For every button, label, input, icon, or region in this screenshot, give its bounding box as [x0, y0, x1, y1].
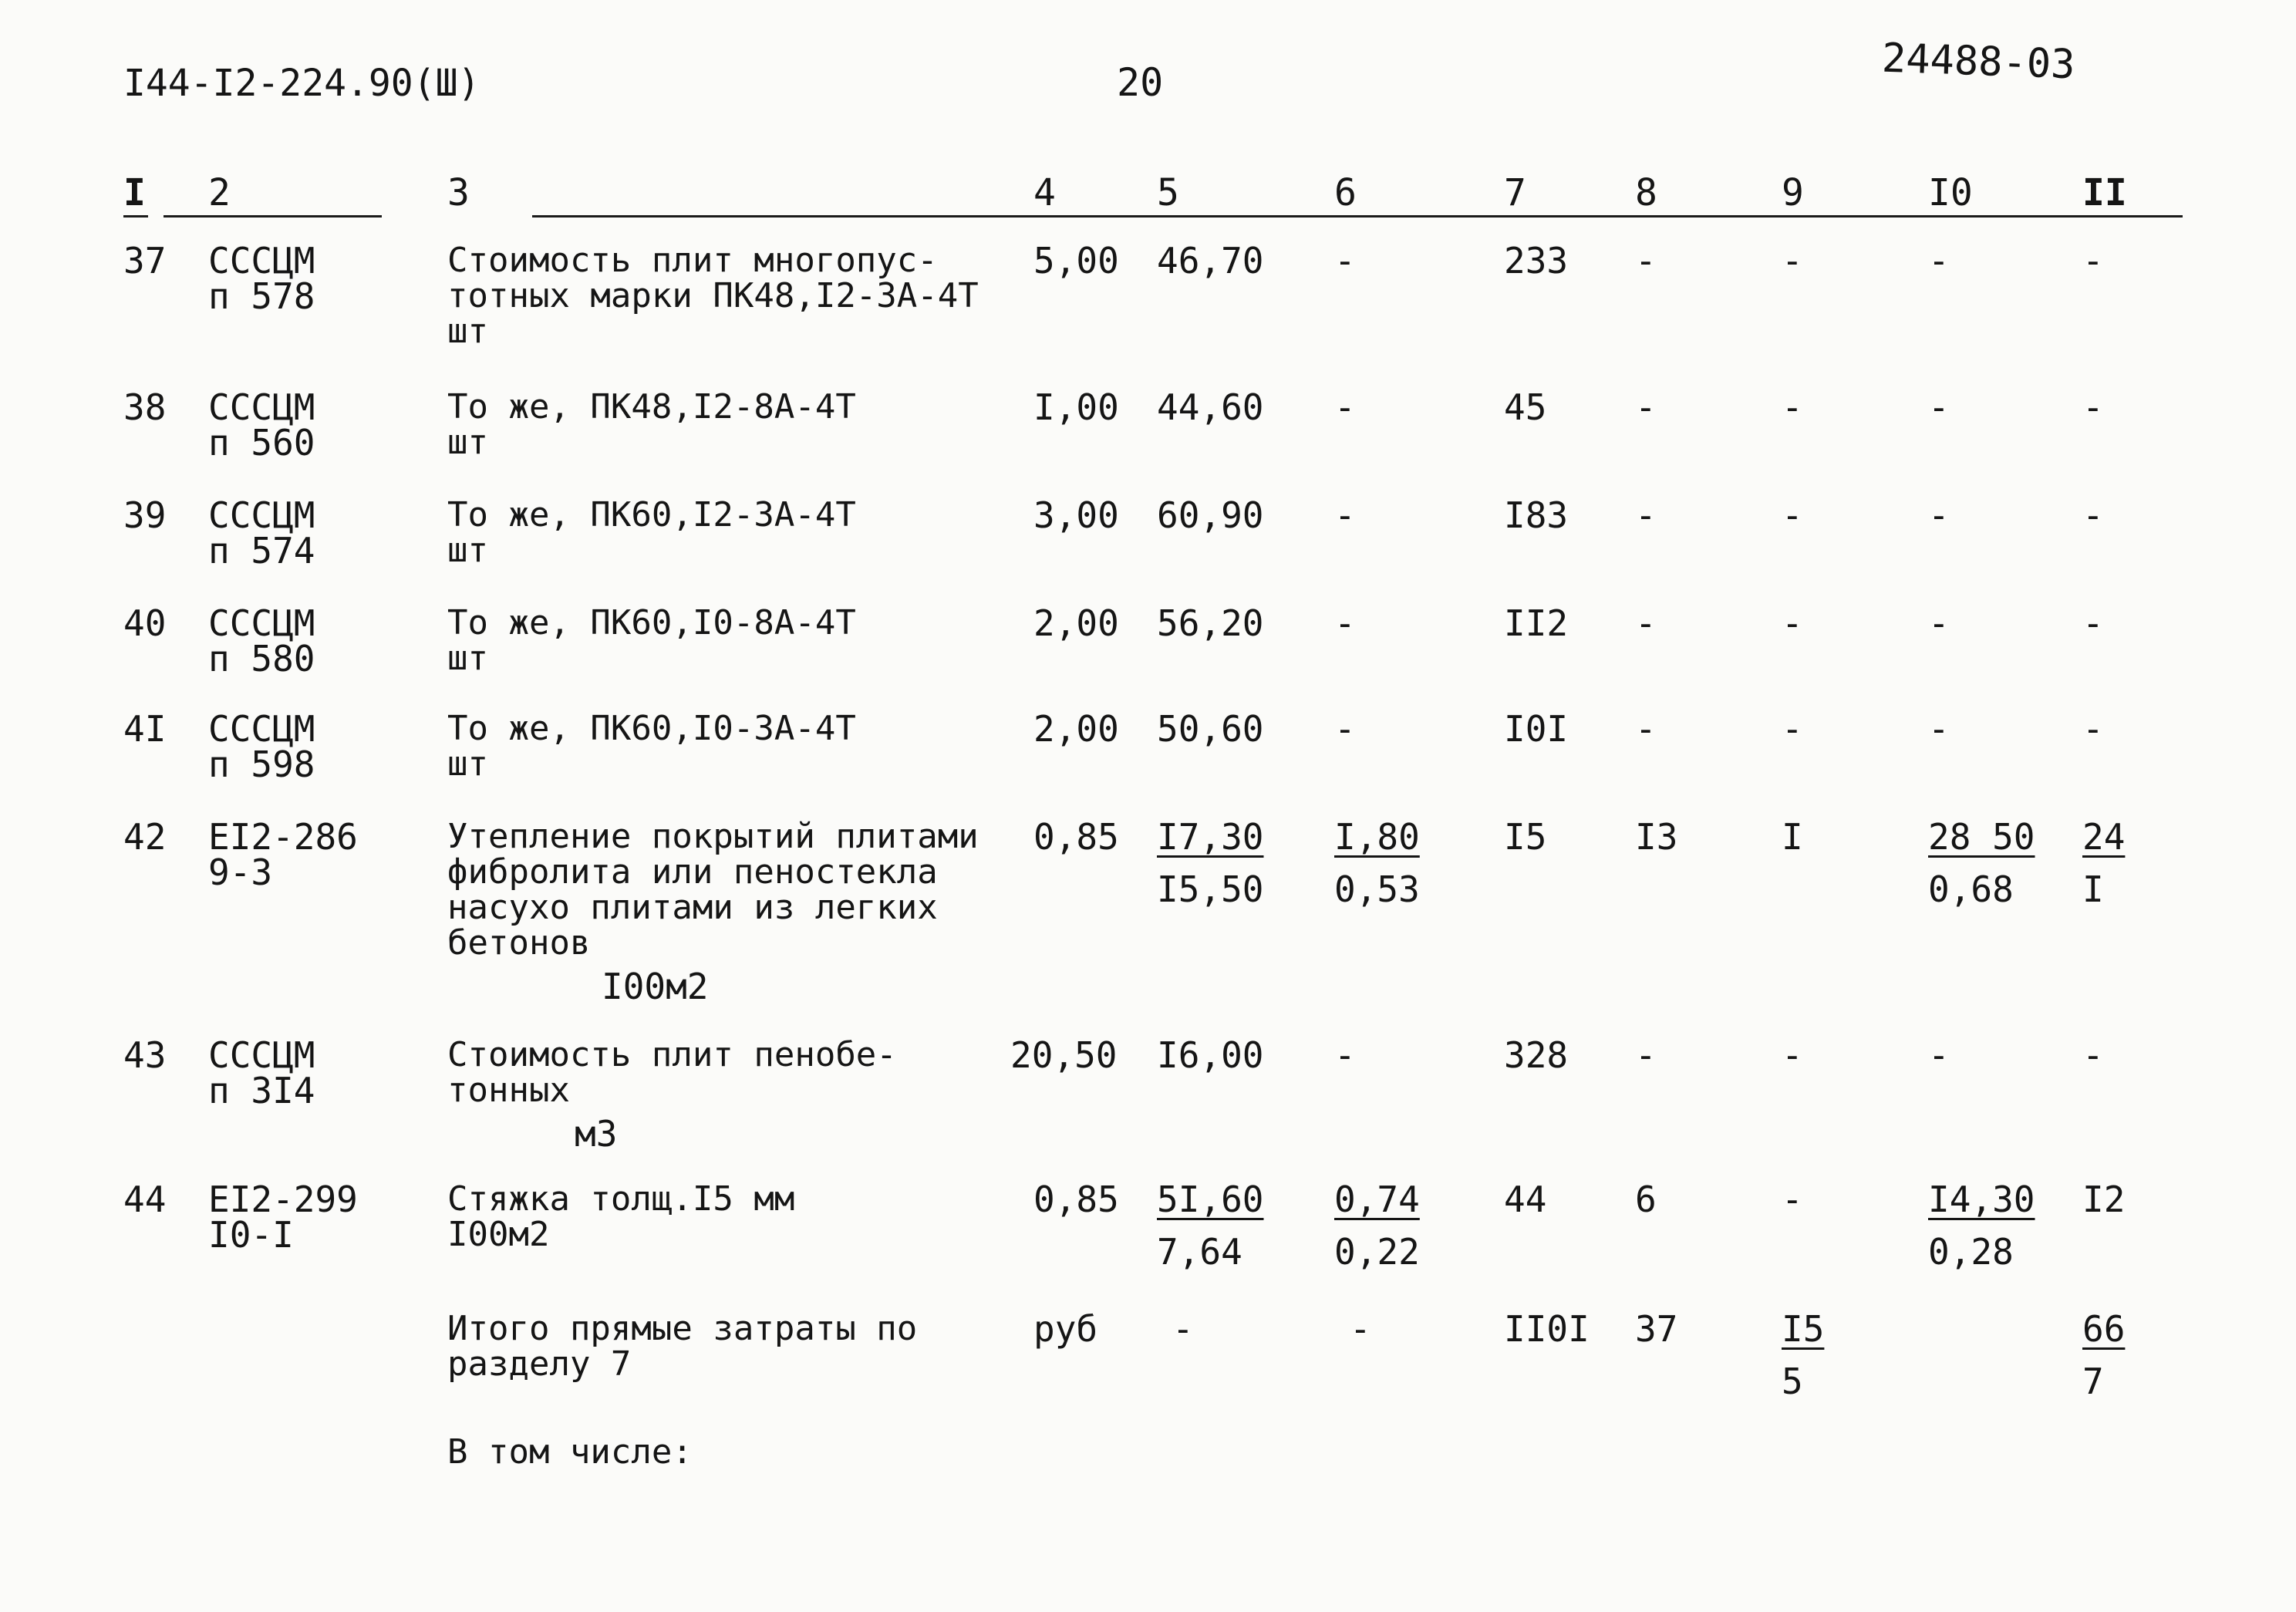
total-cost: I5 — [1504, 816, 1547, 858]
work-description: Стяжка толщ.I5 мм — [447, 1179, 795, 1219]
header-rule — [164, 215, 382, 218]
header-rule — [532, 215, 2183, 218]
labor-total: - — [2082, 602, 2104, 644]
quantity: 2,00 — [1033, 602, 1119, 644]
column-number: 9 — [1782, 171, 1804, 214]
footer-note: В том числе: — [447, 1432, 693, 1472]
unit-cost: 7,64 — [1157, 1231, 1242, 1273]
rate-code: СССЦМ — [208, 494, 315, 536]
labor-total: - — [2082, 240, 2104, 282]
labor-total: 24 — [2082, 816, 2126, 858]
quantity: I,00 — [1033, 386, 1119, 428]
total-cost: II2 — [1504, 602, 1569, 644]
column-number: II — [2082, 171, 2127, 214]
machine-cost: - — [1782, 1034, 1803, 1076]
labor-total: - — [2082, 494, 2104, 536]
labor-rate: - — [1928, 494, 1950, 536]
wage-cost: - — [1334, 1034, 1356, 1076]
machine-cost: - — [1782, 386, 1803, 428]
work-description: То же, ПК48,I2-8А-4Т — [447, 387, 856, 427]
unit-cost: I6,00 — [1157, 1034, 1264, 1076]
wage-cost: - — [1334, 386, 1356, 428]
quantity: 2,00 — [1033, 708, 1119, 750]
labor-rate: 0,28 — [1928, 1231, 2014, 1273]
rate-code: СССЦМ — [208, 386, 315, 428]
total-wages: - — [1635, 386, 1657, 428]
document-code: I44-I2-224.90(Ш) — [123, 62, 480, 105]
total-labor: 66 — [2082, 1308, 2126, 1350]
wage-cost: - — [1334, 602, 1356, 644]
work-description: насухо плитами из легких — [447, 888, 938, 927]
column-number: 8 — [1635, 171, 1657, 214]
labor-total: - — [2082, 708, 2104, 750]
quantity: 20,50 — [1010, 1034, 1118, 1076]
page-number: 20 — [1117, 60, 1164, 105]
total-wages: 6 — [1635, 1179, 1657, 1220]
rate-code: СССЦМ — [208, 1034, 315, 1076]
unit-of-measure: I00м2 — [602, 966, 709, 1007]
work-description: шт — [447, 744, 488, 784]
column-number: I — [123, 171, 146, 214]
total-labor: 7 — [2082, 1361, 2104, 1402]
total-wages: - — [1635, 708, 1657, 750]
row-number: 44 — [123, 1179, 167, 1220]
work-description: То же, ПК60,I0-3А-4Т — [447, 709, 856, 748]
total-cost: 44 — [1504, 1179, 1547, 1220]
total-label: Итого прямые затраты по — [447, 1309, 918, 1348]
quantity: 5,00 — [1033, 240, 1119, 282]
rate-code: СССЦМ — [208, 708, 315, 750]
total-direct-cost: II0I — [1504, 1308, 1590, 1350]
total-wages-sum: 37 — [1635, 1308, 1678, 1350]
column-number: I0 — [1928, 171, 1973, 214]
work-description: шт — [447, 531, 488, 570]
rate-code: 9-3 — [208, 852, 273, 893]
wage-cost: - — [1334, 240, 1356, 282]
work-description: фибролита или пеностекла — [447, 852, 938, 892]
rate-code: п 580 — [208, 638, 315, 680]
rate-code: п 598 — [208, 744, 315, 785]
labor-rate: - — [1928, 602, 1950, 644]
wage-cost: 0,53 — [1334, 868, 1420, 910]
rate-code: I0-I — [208, 1214, 294, 1256]
column-number: 7 — [1504, 171, 1526, 214]
work-description: тонных — [447, 1071, 570, 1110]
row-number: 40 — [123, 602, 167, 644]
unit-cost: 56,20 — [1157, 602, 1264, 644]
wage-cost: 0,22 — [1334, 1231, 1420, 1273]
unit-cost: I7,30 — [1157, 816, 1264, 858]
column-number: 6 — [1334, 171, 1357, 214]
work-description: шт — [447, 639, 488, 678]
labor-total: - — [2082, 386, 2104, 428]
total-wages: - — [1635, 494, 1657, 536]
labor-rate: I4,30 — [1928, 1179, 2035, 1220]
unit-cost: I5,50 — [1157, 868, 1264, 910]
total-cost: 233 — [1504, 240, 1569, 282]
labor-rate: 0,68 — [1928, 868, 2014, 910]
work-description: шт — [447, 312, 488, 351]
work-description: Стоимость плит многопус- — [447, 241, 938, 280]
labor-rate: - — [1928, 386, 1950, 428]
quantity: 0,85 — [1033, 816, 1119, 858]
wage-cost: - — [1334, 708, 1356, 750]
labor-rate: - — [1928, 240, 1950, 282]
machine-cost: I — [1782, 816, 1803, 858]
work-description: Утепление покрытий плитами — [447, 817, 979, 856]
row-number: 43 — [123, 1034, 167, 1076]
column-number: 3 — [447, 171, 470, 214]
rate-code: п 574 — [208, 530, 315, 572]
column-number: 5 — [1157, 171, 1179, 214]
machine-cost: - — [1782, 240, 1803, 282]
total-unit-cost: - — [1172, 1308, 1194, 1350]
column-number: 4 — [1033, 171, 1056, 214]
quantity: 0,85 — [1033, 1179, 1119, 1220]
labor-total: I2 — [2082, 1179, 2126, 1220]
row-number: 4I — [123, 708, 167, 750]
work-description: Стоимость плит пенобе- — [447, 1035, 897, 1074]
work-description: тотных марки ПК48,I2-3А-4Т — [447, 276, 979, 315]
total-wages: - — [1635, 1034, 1657, 1076]
wage-cost: 0,74 — [1334, 1179, 1420, 1220]
row-number: 37 — [123, 240, 167, 282]
rate-code: п 3I4 — [208, 1070, 315, 1111]
document-number-handwritten: 24488-03 — [1881, 35, 2076, 89]
labor-total: - — [2082, 1034, 2104, 1076]
unit-of-measure: м3 — [575, 1113, 618, 1155]
rate-code: ЕI2-286 — [208, 816, 358, 858]
work-description: То же, ПК60,I2-3А-4Т — [447, 495, 856, 535]
unit-cost: 5I,60 — [1157, 1179, 1264, 1220]
column-number: 2 — [208, 171, 231, 214]
work-description: бетонов — [447, 923, 591, 963]
machine-cost: - — [1782, 1179, 1803, 1220]
unit-cost: 46,70 — [1157, 240, 1264, 282]
row-number: 42 — [123, 816, 167, 858]
labor-total: I — [2082, 868, 2104, 910]
machine-cost: - — [1782, 602, 1803, 644]
total-cost: 45 — [1504, 386, 1547, 428]
total-wages: - — [1635, 602, 1657, 644]
machine-cost: - — [1782, 708, 1803, 750]
wage-cost: I,80 — [1334, 816, 1420, 858]
header-rule — [123, 215, 148, 218]
unit-cost: 60,90 — [1157, 494, 1264, 536]
rate-code: СССЦМ — [208, 240, 315, 282]
rate-code: СССЦМ — [208, 602, 315, 644]
wage-cost: - — [1334, 494, 1356, 536]
total-cost: 328 — [1504, 1034, 1569, 1076]
total-wages: - — [1635, 240, 1657, 282]
quantity: 3,00 — [1033, 494, 1119, 536]
total-wages: I3 — [1635, 816, 1678, 858]
row-number: 39 — [123, 494, 167, 536]
rate-code: п 560 — [208, 422, 315, 464]
machine-cost: - — [1782, 494, 1803, 536]
labor-rate: - — [1928, 708, 1950, 750]
total-machine-cost: I5 — [1782, 1308, 1825, 1350]
total-label: разделу 7 — [447, 1344, 632, 1384]
labor-rate: - — [1928, 1034, 1950, 1076]
rate-code: п 578 — [208, 275, 315, 317]
work-description: I00м2 — [447, 1215, 550, 1254]
total-machine-cost: 5 — [1782, 1361, 1803, 1402]
labor-rate: 28 50 — [1928, 816, 2035, 858]
total-cost: I0I — [1504, 708, 1569, 750]
total-wage-cost: - — [1350, 1308, 1371, 1350]
rate-code: ЕI2-299 — [208, 1179, 358, 1220]
total-cost: I83 — [1504, 494, 1569, 536]
work-description: То же, ПК60,I0-8А-4Т — [447, 603, 856, 642]
unit-cost: 44,60 — [1157, 386, 1264, 428]
total-unit: руб — [1033, 1308, 1098, 1350]
work-description: шт — [447, 423, 488, 462]
unit-cost: 50,60 — [1157, 708, 1264, 750]
row-number: 38 — [123, 386, 167, 428]
